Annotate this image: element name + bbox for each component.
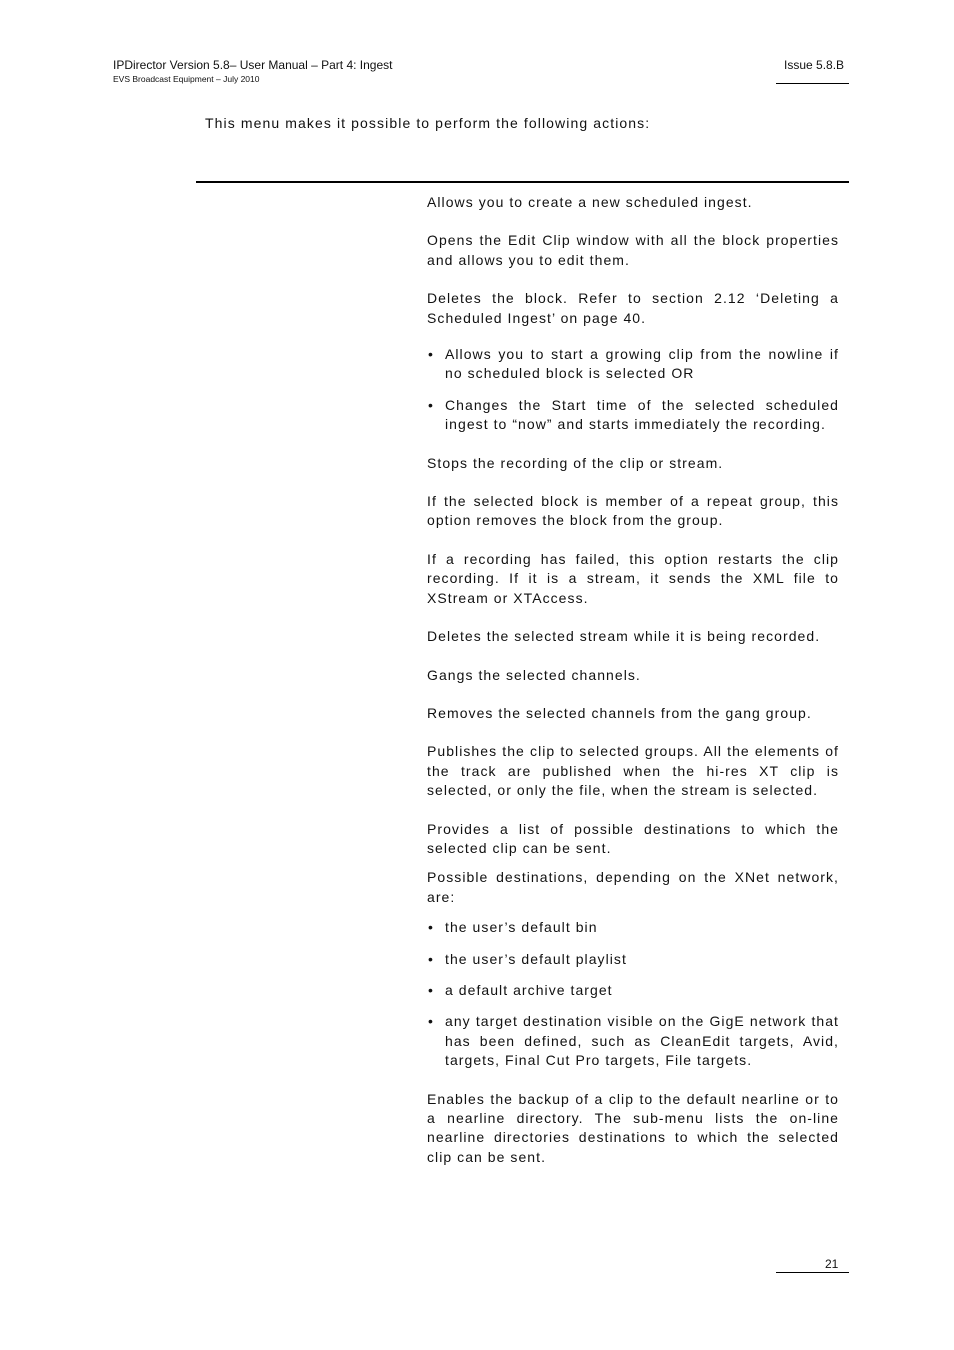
issue-label: Issue 5.8.B xyxy=(784,58,845,72)
row-ungang xyxy=(427,704,839,723)
bullet-item: • the user’s default bin xyxy=(427,918,839,937)
footer-divider xyxy=(776,1272,849,1273)
bullet-item: • Allows you to start a growing clip from the nowline if no scheduled block is selected OR xyxy=(427,345,839,384)
row-paragraph: If a recording has failed, this option restarts the clip recording. If it is a stream, it sends the XML file to XStream or XTAccess. xyxy=(427,550,839,606)
description-column xyxy=(427,193,839,1167)
row-paragraph: Provides a list of possible destinations to which the selected clip can be sent. xyxy=(427,820,839,856)
row-new xyxy=(427,193,839,212)
row-paragraph: Gangs the selected channels. xyxy=(427,666,641,683)
row-paragraph: Removes the selected channels from the gang group. xyxy=(427,704,812,721)
bullet-item: • a default archive target xyxy=(427,981,839,1000)
document-subtitle: EVS Broadcast Equipment – July 2010 xyxy=(113,74,260,84)
document-title: IPDirector Version 5.8– User Manual – Part 4: Ingest xyxy=(113,58,393,72)
row-paragraph: If the selected block is member of a repeat group, this option removes the block from the group. xyxy=(427,493,839,529)
row-send-to xyxy=(427,820,839,1071)
bullet-list xyxy=(427,918,839,1070)
row-paragraph: Possible destinations, depending on the XNet network, are: xyxy=(427,869,839,905)
row-gang xyxy=(427,666,839,685)
row-paragraph: Enables the backup of a clip to the default nearline or to a nearline directory. The sub-menu lists the on-line nearline directories destinations to which the selected clip can be sent. xyxy=(427,1090,839,1165)
row-publish xyxy=(427,742,839,800)
row-start xyxy=(427,345,839,435)
bullet-list xyxy=(427,345,839,435)
row-paragraph: Deletes the block. Refer to section 2.12 ‘Deleting a Scheduled Ingest’ on page 40. xyxy=(427,290,839,326)
intro-text: This menu makes it possible to perform the following actions: xyxy=(205,115,651,131)
row-ungroup xyxy=(427,492,839,531)
row-restart xyxy=(427,550,839,608)
page-number: 21 xyxy=(825,1257,839,1271)
row-paragraph: Publishes the clip to selected groups. All the elements of the track are published when the hi-res XT clip is selected, or only the file, when the stream is selected. xyxy=(427,743,839,799)
row-paragraph: Deletes the selected stream while it is being recorded. xyxy=(427,628,821,645)
row-delete-stream xyxy=(427,627,839,646)
table-top-rule xyxy=(196,181,849,183)
row-paragraph: Opens the Edit Clip window with all the block properties and allows you to edit them. xyxy=(427,232,839,268)
row-edit xyxy=(427,231,839,270)
header-divider xyxy=(776,83,849,84)
bullet-item: • the user’s default playlist xyxy=(427,950,839,969)
row-paragraph: Allows you to create a new scheduled ingest. xyxy=(427,194,753,210)
row-backup xyxy=(427,1090,839,1168)
bullet-item: • Changes the Start time of the selected scheduled ingest to “now” and starts immediately the recording. xyxy=(427,396,839,435)
row-delete xyxy=(427,289,839,328)
row-stop xyxy=(427,454,839,473)
bullet-item: • any target destination visible on the GigE network that has been defined, such as CleanEdit targets, Avid, targets, Final Cut Pro targets, File targets. xyxy=(427,1012,839,1070)
row-paragraph: Stops the recording of the clip or stream. xyxy=(427,454,724,471)
